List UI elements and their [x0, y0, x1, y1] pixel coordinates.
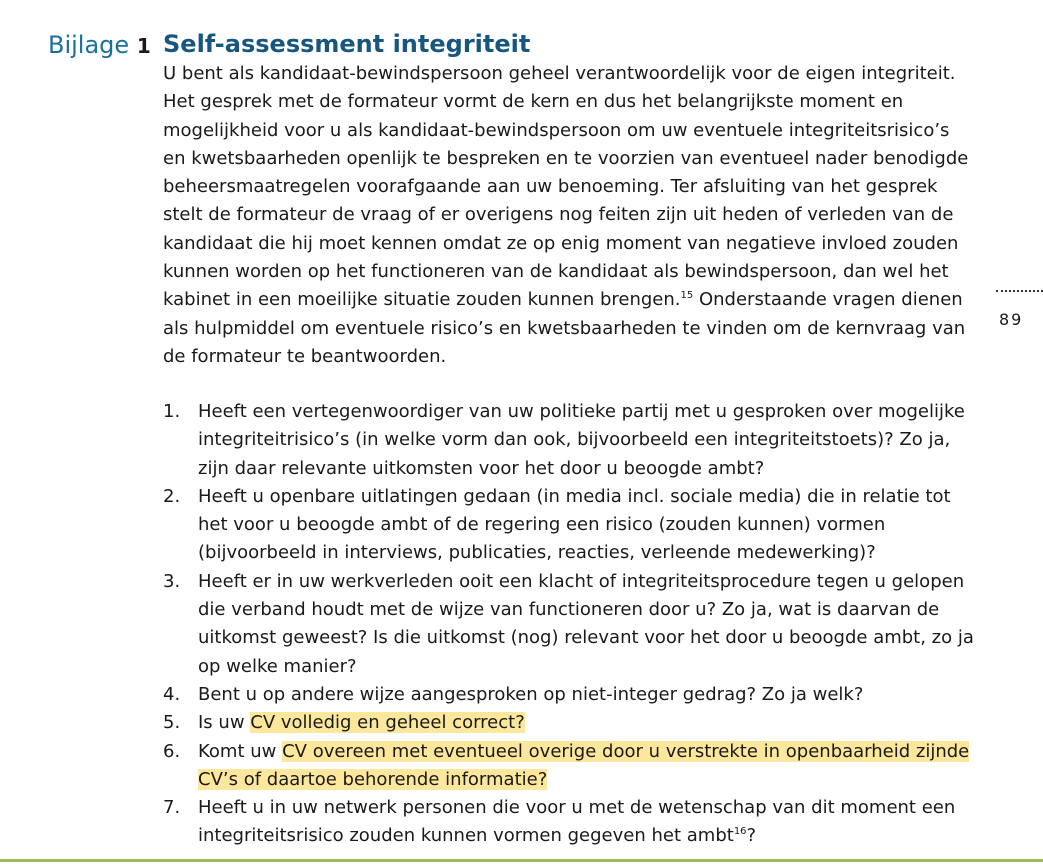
question-item-1 — [163, 398, 963, 483]
footnote-ref-16: 16 — [733, 826, 747, 838]
question-text: het voor u beoogde ambt of de regering een risico (zouden kunnen) vormen — [198, 514, 886, 536]
question-text: op welke manier? — [198, 655, 357, 677]
question-text: Bent u op andere wijze aangesproken op niet-integer gedrag? Zo ja welk? — [198, 683, 864, 705]
question-text: zijn daar relevante uitkomsten voor het door u beoogde ambt? — [198, 457, 765, 479]
annex-word: Bijlage — [48, 31, 130, 59]
intro-line: kunnen worden op het functioneren van de kandidaat als bewindspersoon, dan wel het — [163, 261, 949, 283]
question-text-plain: integriteitsrisico zouden kunnen vormen gegeven het ambt — [198, 825, 734, 847]
question-item-6 — [163, 738, 970, 795]
question-text — [198, 738, 970, 766]
intro-line: stelt de formateur de vraag of er overigens nog feiten zijn uit heden of verleden van de — [163, 204, 954, 226]
intro-line: als hulpmiddel om eventuele risico’s en kwetsbaarheden te vinden om de kernvraag van — [163, 317, 966, 339]
question-item-4 — [163, 681, 963, 709]
question-text: Heeft u in uw netwerk personen die voor u met de wetenschap van dit moment een — [198, 797, 956, 819]
highlighted-text: CV’s of daartoe behorende informatie? — [198, 768, 548, 790]
question-list — [163, 398, 974, 851]
question-number: 5. — [163, 712, 181, 734]
question-text — [198, 766, 963, 794]
question-item-5 — [163, 709, 963, 737]
question-text: Heeft een vertegenwoordiger van uw politieke partij met u gesproken over mogelijke — [198, 401, 965, 422]
question-text: Heeft er in uw werkverleden ooit een klacht of integriteitsprocedure tegen u gelopen — [198, 570, 965, 592]
intro-text: Onderstaande vragen dienen — [693, 289, 963, 311]
bottom-rule — [0, 859, 1043, 862]
intro-line-with-footnote — [163, 286, 963, 314]
page-title: Self-assessment integriteit — [163, 30, 531, 58]
annex-number: 1 — [136, 34, 151, 58]
intro-line: beheersmaatregelen voorafgaande aan uw benoeming. Ter afsluiting van het gesprek — [163, 176, 938, 198]
question-text: integriteitrisico’s (in welke vorm dan ook, bijvoorbeeld een integriteitstoets)? Zo ja, — [198, 429, 951, 451]
question-text-plain: ? — [746, 825, 757, 847]
intro-line: en kwetsbaarheden openlijk te bespreken en te voorzien van eventueel nader benodigde — [163, 147, 969, 169]
intro-line: de formateur te beantwoorden. — [163, 345, 447, 367]
intro-line: kandidaat die hij moet kennen omdat ze op enig moment van negatieve invloed zouden — [163, 232, 959, 254]
question-number: 2. — [163, 485, 181, 507]
question-item-7 — [163, 794, 963, 851]
question-number: 1. — [163, 401, 181, 422]
question-number: 7. — [163, 797, 181, 819]
question-number: 3. — [163, 570, 181, 592]
question-text-plain: Is uw — [198, 712, 251, 734]
intro-line: Het gesprek met de formateur vormt de kern en dus het belangrijkste moment en — [163, 91, 904, 113]
question-text: Heeft u openbare uitlatingen gedaan (in media incl. sociale media) die in relatie tot — [198, 485, 951, 507]
question-text — [198, 709, 963, 737]
page-number-divider — [996, 290, 1043, 292]
intro-line: U bent als kandidaat-bewindspersoon geheel verantwoordelijk voor de eigen integriteit. — [163, 63, 956, 84]
intro-text: kabinet in een moeilijke situatie zouden kunnen brengen. — [163, 289, 681, 311]
annex-label — [48, 30, 151, 61]
intro-paragraph — [163, 60, 969, 371]
highlighted-text: CV volledig en geheel correct? — [250, 712, 525, 734]
question-number: 6. — [163, 740, 181, 762]
page-number: 89 — [999, 310, 1024, 329]
footnote-ref-15: 15 — [680, 290, 694, 302]
question-item-2 — [163, 483, 963, 568]
highlighted-text: CV overeen met eventueel overige door u verstrekte in openbaarheid zijnde — [282, 740, 970, 762]
intro-line: mogelijkheid voor u als kandidaat-bewindspersoon om uw eventuele integriteitsrisico’s — [163, 119, 950, 141]
question-text: uitkomst geweest? Is die uitkomst (nog) relevant voor het door u beoogde ambt, zo ja — [198, 627, 974, 649]
question-text — [198, 822, 963, 850]
question-number: 4. — [163, 683, 181, 705]
question-text: (bijvoorbeeld in interviews, publicaties, reacties, verleende medewerking)? — [198, 542, 876, 564]
question-text-plain: Komt uw — [198, 740, 283, 762]
question-text: die verband houdt met de wijze van functioneren door u? Zo ja, wat is daarvan de — [198, 599, 940, 621]
question-item-3 — [163, 568, 974, 681]
